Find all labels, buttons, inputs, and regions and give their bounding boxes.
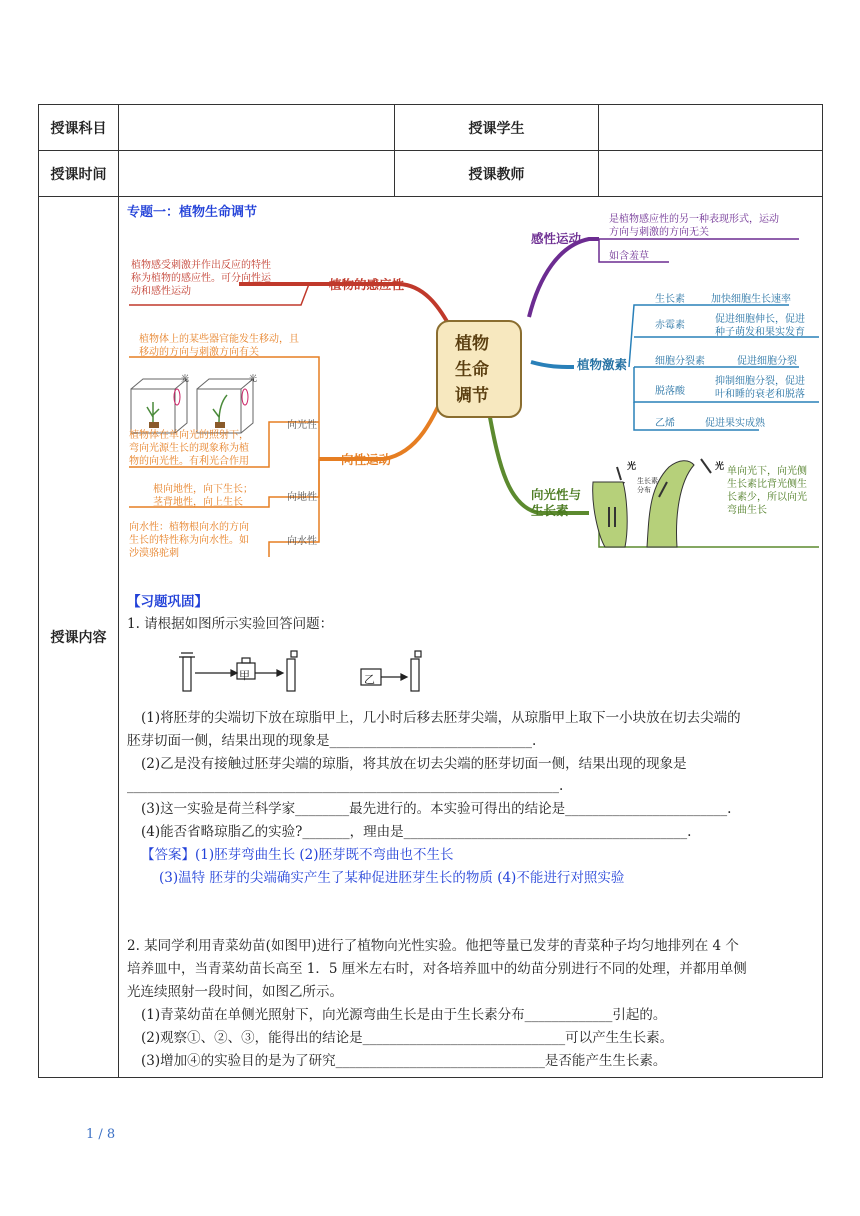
hydrotropism-desc: 向水性：植物根向水的方向 生长的特性称为向水性。如 沙漠骆驼刺 (129, 522, 249, 559)
nastic-desc: 是植物感应性的另一种表现形式，运动 方向与刺激的方向无关 (609, 214, 779, 238)
auxin-desc: 单向光下，向光侧 生长素比背光侧生 长素少，所以向光 弯曲生长 (727, 466, 807, 516)
q2-s1: (1)青菜幼苗在单侧光照射下，向光源弯曲生长是由于生长素分布_____________引起的。 (141, 1007, 667, 1023)
content-cell (119, 197, 823, 1078)
auxin-node: 向光性与 生长素 (531, 487, 582, 518)
auxin-light-2: 光 (715, 462, 725, 472)
hormone-ethylene-desc: 促进果实成熟 (705, 418, 765, 429)
auxin-dist-label: 生长素 分布 (637, 477, 658, 494)
q1-p4: (4)能否省略琼脂乙的实验?_______，理由是__________________________________________. (141, 824, 692, 840)
page-number: 1 / 8 (86, 1127, 116, 1142)
sensitivity-node: 植物的感应性 (329, 277, 405, 292)
subject-value[interactable] (119, 105, 395, 151)
content-label: 授课内容 (39, 197, 119, 1078)
q2-l1: 2. 某同学利用青菜幼苗(如图甲)进行了植物向光性实验。他把等量已发芽的青菜种子均匀地排列在 4 个 (127, 938, 739, 954)
tropism-desc: 植物体上的某些器官能发生移动，且 移动的方向与刺激方向有关 (139, 334, 299, 358)
student-label: 授课学生 (395, 105, 599, 151)
hormone-aba-desc: 抑制细胞分裂，促进 叶和睡的衰老和脱落 (715, 376, 805, 400)
q2-s3: (3)增加④的实验目的是为了研究_______________________________是否能产生生长素。 (141, 1053, 667, 1069)
q1-text: 1. 请根据如图所示实验回答问题： (127, 616, 334, 632)
q1-answer-2: (3)温特 胚芽的尖端确实产生了某种促进胚芽生长的物质 (4)不能进行对照实验 (159, 870, 625, 886)
q1-p2a: (2)乙是没有接触过胚芽尖端的琼脂，将其放在切去尖端的胚芽切面一侧，结果出现的现象是 (141, 756, 687, 772)
subject-label: 授课科目 (39, 105, 119, 151)
geotropism-node: 向地性 (287, 492, 317, 503)
hydrotropism-node: 向水性 (287, 536, 317, 547)
time-label: 授课时间 (39, 151, 119, 197)
hormone-aba-name: 脱落酸 (655, 386, 685, 397)
mindmap-center: 植物 生命 调节 (455, 334, 489, 406)
teacher-label: 授课教师 (395, 151, 599, 197)
geotropism-desc: 根向地性，向下生长； 茎背地性，向上生长 (153, 484, 253, 508)
phototropism-node: 向光性 (287, 420, 317, 431)
auxin-light-1: 光 (627, 462, 637, 472)
q2-s2: (2)观察①、②、③，能得出的结论是______________________________可以产生生长素。 (141, 1030, 674, 1046)
q2-l2: 培养皿中，当青菜幼苗长高至 1．5 厘米左右时，对各培养皿中的幼苗分别进行不同的处理，并都用单侧 (127, 961, 747, 977)
hormone-gibberellin-desc: 促进细胞伸长，促进 种子萌发和果实发育 (715, 314, 805, 338)
phototropism-desc: 植物体在单向光的照射下， 弯向光源生长的现象称为植 物的向光性。有利光合作用 (129, 430, 249, 467)
lesson-table (38, 104, 823, 1078)
q1-p1b: 胚芽切面一侧，结果出现的现象是______________________________. (127, 733, 537, 749)
hormone-auxin-name: 生长素 (655, 294, 685, 305)
q1-answer-1: 【答案】(1)胚芽弯曲生长 (2)胚芽既不弯曲也不生长 (141, 847, 454, 863)
q1-fig-a: 甲 (239, 669, 250, 682)
q2-l3: 光连续照射一段时间，如图乙所示。 (127, 984, 343, 1000)
topic-title: 专题一：植物生命调节 (127, 205, 258, 220)
q1-figure (169, 645, 449, 695)
time-value[interactable] (119, 151, 395, 197)
q1-p3: (3)这一实验是荷兰科学家________最先进行的。本实验可得出的结论是________________________. (141, 801, 732, 817)
hormone-gibberellin-name: 赤霉素 (655, 320, 685, 331)
hormone-ethylene-name: 乙烯 (655, 418, 675, 429)
light-label-2: 光 (249, 374, 257, 383)
q1-fig-b: 乙 (364, 673, 375, 686)
exercise-heading: 【习题巩固】 (127, 594, 208, 610)
hormone-cytokinin-name: 细胞分裂素 (655, 356, 705, 367)
nastic-example: 如含羞草 (609, 251, 649, 262)
q1-p2b: ________________________________________________________________. (127, 778, 564, 794)
hormone-cytokinin-desc: 促进细胞分裂 (737, 356, 797, 367)
nastic-node: 感性运动 (531, 231, 582, 246)
light-label-1: 光 (181, 374, 189, 383)
hormone-auxin-desc: 加快细胞生长速率 (711, 294, 791, 305)
hormones-node: 植物激素 (577, 357, 628, 372)
sensitivity-desc: 植物感受刺激并作出反应的特性 称为植物的感应性。可分向性运 动和感性运动 (131, 260, 271, 297)
q1-p1a: (1)将胚芽的尖端切下放在琼脂甲上，几小时后移去胚芽尖端，从琼脂甲上取下一小块放在切去尖端的 (141, 710, 741, 726)
teacher-value[interactable] (599, 151, 823, 197)
tropism-node: 向性运动 (341, 452, 392, 467)
student-value[interactable] (599, 105, 823, 151)
